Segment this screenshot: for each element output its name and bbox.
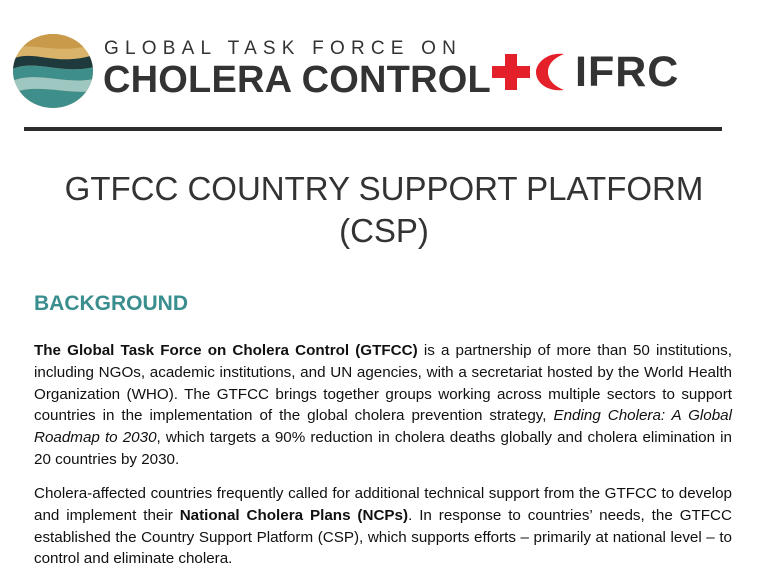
paragraph1-text-a: is a partnership of more than 50 institutions, including NGOs, academic institutions, and UN agencies, with a secretariat hosted by the World Health Organization (WHO). The GTFCC brings together groups working across multiple sectors to support countries in the implementation of the global cholera prevention strategy, [34, 342, 732, 425]
page-title-line2: (CSP) [339, 212, 429, 249]
paragraph-gtfcc-intro [34, 340, 732, 471]
paragraph2-text-a: Cholera-affected countries frequently called for additional technical support from the GTFCC to develop and implement their [34, 485, 732, 524]
section-heading-background: BACKGROUND [34, 292, 188, 315]
gtfcc-logo-line1: GLOBAL TASK FORCE ON [104, 38, 463, 59]
roadmap-title: Ending Cholera: A Global Roadmap to 2030 [34, 407, 732, 447]
gtfcc-bold-lead: The Global Task Force on Cholera Control (GTFCC) [34, 342, 418, 359]
ncp-bold: National Cholera Plans (NCPs) [179, 506, 409, 524]
paragraph2-text-b: . In response to countries’ needs, the GTFCC established the Country Support Platform (CSP), which supports efforts – primarily at national level – to control and eliminate cholera. [34, 506, 732, 568]
paragraph1-text-b: , which targets a 90% reduction in cholera deaths globally and cholera elimination in 20 countries by 2030. [34, 429, 732, 468]
ifrc-logo-text: IFRC [575, 48, 680, 96]
page-title-line1: GTFCC COUNTRY SUPPORT PLATFORM [64, 170, 704, 207]
gtfcc-wave-logo-icon [12, 33, 94, 109]
red-crescent-icon [534, 50, 570, 94]
header-divider [24, 127, 722, 131]
gtfcc-logo-line2: CHOLERA CONTROL [103, 59, 491, 101]
page-title [20, 168, 748, 252]
paragraph-csp-origin [34, 483, 732, 570]
red-cross-icon [492, 54, 530, 90]
